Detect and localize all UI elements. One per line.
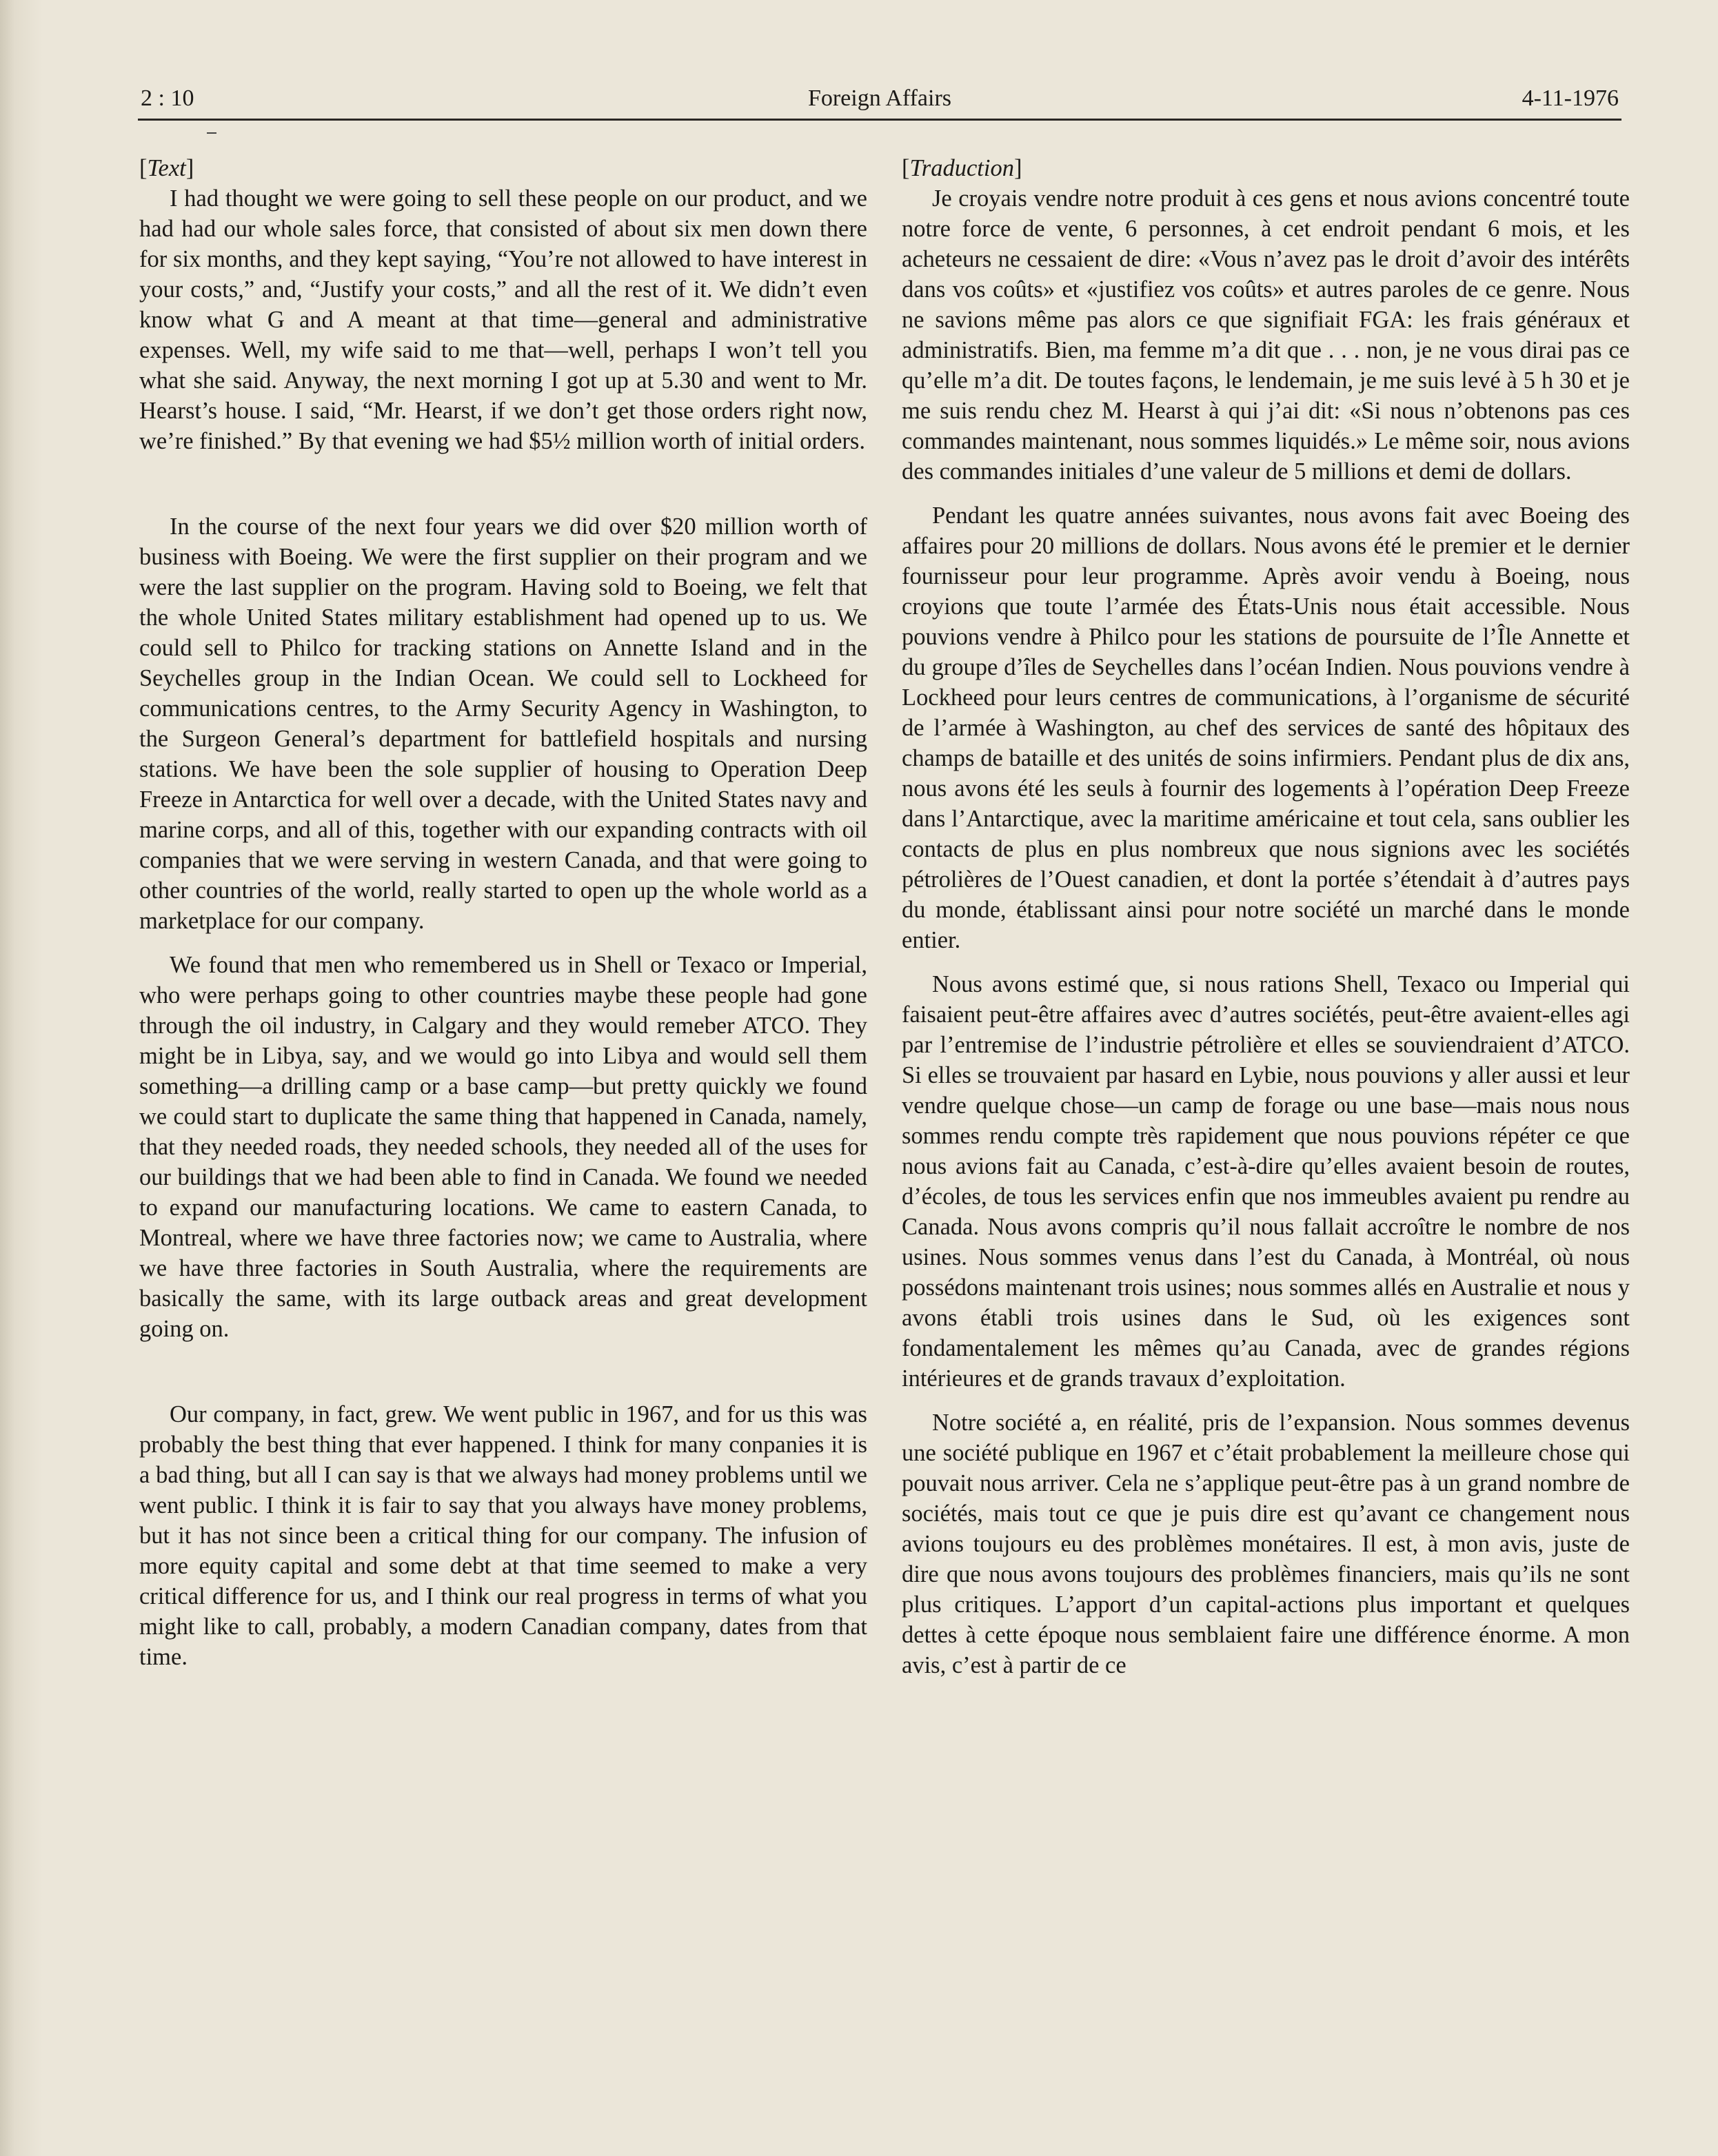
- paragraph: We found that men who remembered us in Shell or Texaco or Imperial, who were perhaps going to other countries maybe these people had gone through the oil industry, in Calgary and they would remeber ATCO. They might be in Libya, say, and we would go into Libya and would sell them something—a drilling camp or a base camp—but pretty quickly we found we could start to duplicate the same thing that happened in Canada, namely, that they needed roads, they needed schools, they needed all of the uses for our buildings that we had been able to find in Canada. We found we needed to expand our manufacturing locations. We came to eastern Canada, to Montreal, where we have three factories now; we came to Australia, where we have three factories in South Australia, where the requirements are basically the same, with its large outback areas and great development going on.: [139, 952, 867, 1342]
- french-column: [902, 153, 1630, 1680]
- page-number: 2 : 10: [141, 85, 194, 111]
- paragraph: In the course of the next four years we did over $20 million worth of business with Boeing. We were the first supplier on their program and we were the last supplier on the program. Having sold to Boeing, we felt that the whole United States military establishment had opened up to us. We could sell to Philco for tracking stations on Annette Island and in the Seychelles group in the Indian Ocean. We could sell to Lockheed for communications centres, to the Army Security Agency in Washington, to the Surgeon General’s department for battlefield hospitals and nursing stations. We have been the sole supplier of housing to Operation Deep Freeze in Antarctica for well over a decade, with the United States navy and marine corps, and all of this, together with our expanding contracts with oil companies that we were serving in western Canada, and that were going to other countries of the world, really started to open up the whole world as a marketplace for our company.: [139, 513, 867, 934]
- header-tick-mark: [207, 132, 216, 134]
- page-binding-shadow: [0, 0, 43, 2156]
- column-label: [Text]: [139, 155, 194, 181]
- english-column: [139, 153, 867, 1672]
- publication-title: Foreign Affairs: [807, 85, 952, 111]
- paragraph: Notre société a, en réalité, pris de l’expansion. Nous sommes devenus une société publique en 1967 et c’était probablement la meilleure chose qui pouvait nous arriver. Cela ne s’applique peut-être pas à un grand nombre de sociétés, mais tout ce que je puis dire est qu’avant ce changement nous avions toujours eu des problèmes monétaires. Il est, à mon avis, juste de dire que nous avons toujours des problèmes financiers, mais qu’ils ne sont plus critiques. L’apport d’un capital-actions plus important et quelques dettes à cette époque nous semblaient faire une différence énorme. A mon avis, c’est à partir de ce: [902, 1410, 1630, 1678]
- column-label: [Traduction]: [902, 155, 1022, 181]
- running-header: [138, 81, 1621, 121]
- paragraph: Nous avons estimé que, si nous rations Shell, Texaco ou Imperial qui faisaient peut-être affaires avec d’autres sociétés, peut-être avaient-elles agi par l’entremise de l’industrie pétrolière et elles se souviendraient d’ATCO. Si elles se trouvaient par hasard en Lybie, nous pouvions y aller aussi et leur vendre quelque chose—un camp de forage ou une base—mais nous nous sommes rendu compte très rapidement que nous pouvions répéter ce que nous avions fait au Canada, c’est-à-dire qu’elles avaient besoin de routes, d’écoles, de tous les services enfin que nos immeubles avaient pu rendre au Canada. Nous avons compris qu’il nous fallait accroître le nombre de nos usines. Nous sommes venus dans l’est du Canada, à Montréal, où nous possédons maintenant trois usines; nous sommes allés en Australie et nous y avons établi trois usines dans le Sud, où les exigences sont fondamentalement les mêmes qu’au Canada, avec de grandes régions intérieures et de grands travaux d’exploitation.: [902, 971, 1630, 1392]
- session-date: 4-11-1976: [1522, 85, 1619, 111]
- paragraph: I had thought we were going to sell these people on our product, and we had had our whole sales force, that consisted of about six men down there for six months, and they kept saying, “You’re not allowed to have interest in your costs,” and, “Justify your costs,” and all the rest of it. We didn’t even know what G and A meant at that time—general and administrative expenses. Well, my wife said to me that—well, perhaps I won’t tell you what she said. Anyway, the next morning I got up at 5.30 and went to Mr. Hearst’s house. I said, “Mr. Hearst, if we don’t get those orders right now, we’re finished.” By that evening we had $5½ million worth of initial orders.: [139, 185, 867, 454]
- paragraph: Pendant les quatre années suivantes, nous avons fait avec Boeing des affaires pour 20 millions de dollars. Nous avons été le premier et le dernier fournisseur pour leur programme. Après avoir vendu à Boeing, nous croyions que toute l’armée des États-Unis nous était accessible. Nous pouvions vendre à Philco pour les stations de poursuite de l’Île Annette et du groupe d’îles de Seychelles dans l’océan Indien. Nous pouvions vendre à Lockheed pour leurs centres de communications, à l’organisme de sécurité de l’armée à Washington, au chef des services de santé des hôpitaux des champs de bataille et des unités de soins infirmiers. Pendant plus de dix ans, nous avons été les seuls à fournir des logements à l’opération Deep Freeze dans l’Antarctique, avec la maritime américaine et tout cela, sans oublier les contacts de plus en plus nombreux que nous signions avec les sociétés pétrolières de l’Ouest canadien, et dont la portée s’étendait à d’autres pays du monde, établissant ainsi pour notre société un marché dans le monde entier.: [902, 502, 1630, 953]
- paragraph: Our company, in fact, grew. We went public in 1967, and for us this was probably the best thing that ever happened. I think for many conpanies it is a bad thing, but all I can say is that we always had money problems until we went public. I think it is fair to say that you always have money problems, but it has not since been a critical thing for our company. The infusion of more equity capital and some debt at that time seemed to make a very critical difference for us, and I think our real progress in terms of what you might like to call, probably, a modern Canadian company, dates from that time.: [139, 1401, 867, 1670]
- paragraph: Je croyais vendre notre produit à ces gens et nous avions concentré toute notre force de vente, 6 personnes, à cet endroit pendant 6 mois, et les acheteurs ne cessaient de dire: «Vous n’avez pas le droit d’avoir des intérêts dans vos coûts» et «justifiez vos coûts» et autres paroles de ce genre. Nous ne savions même pas alors ce que signifiait FGA: les frais généraux et administratifs. Bien, ma femme m’a dit que . . . non, je ne vous dirai pas ce qu’elle m’a dit. De toutes façons, le lendemain, je me suis levé à 5 h 30 et je me suis rendu chez M. Hearst à qui j’ai dit: «Si nous n’obtenons pas ces commandes maintenant, nous sommes liquidés.» Le même soir, nous avions des commandes initiales d’une valeur de 5 millions et demi de dollars.: [902, 185, 1630, 485]
